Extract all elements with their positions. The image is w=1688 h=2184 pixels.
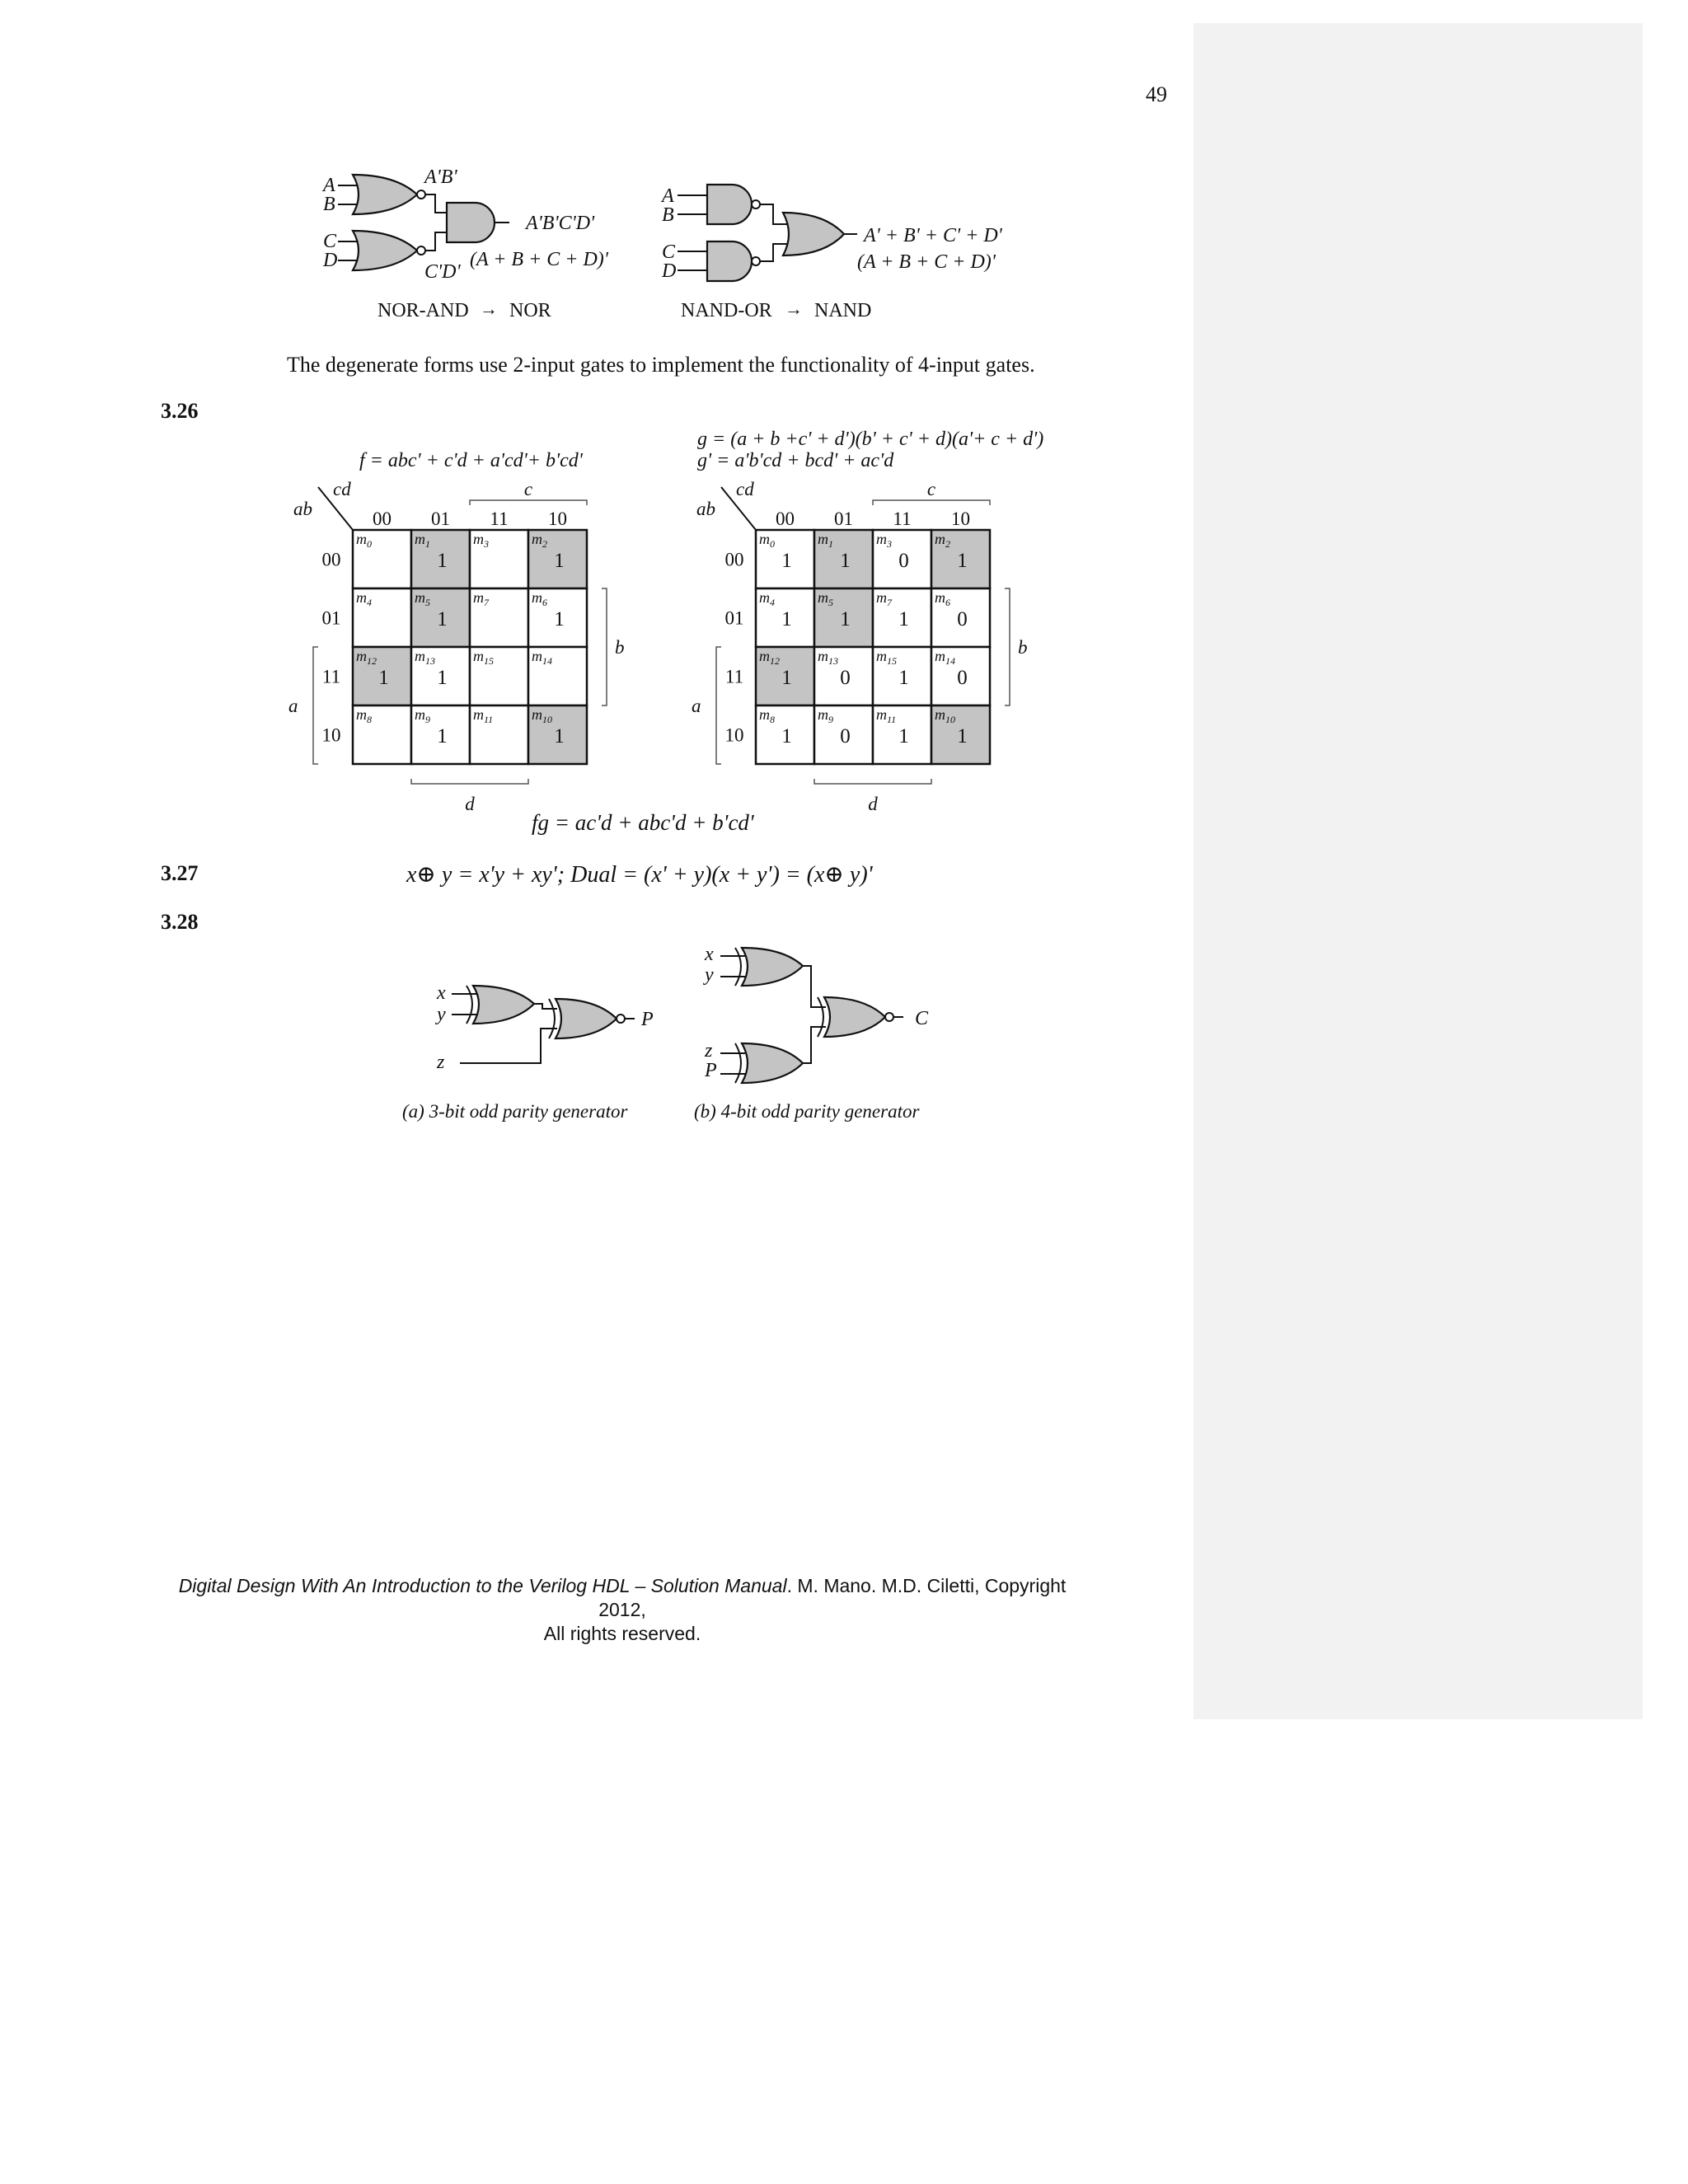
kmap-g-minterm-label: $m_0$ — [759, 531, 775, 550]
kmap-f-cell-value: 1 — [378, 667, 389, 689]
kmap-g-minterm-label: $m_{10}$ — [935, 706, 955, 725]
f-expression: f = abc' + c'd + a'cd'+ b'cd' — [359, 450, 583, 471]
kmap-g-minterm-label: $m_8$ — [759, 706, 775, 725]
kmap-f-minterm-label: $m_{11}$ — [473, 706, 494, 725]
kmap-f-minterm-label: $m_{12}$ — [356, 648, 377, 667]
kmap-g-b-label: b — [1018, 637, 1028, 658]
kmap-f — [288, 479, 625, 814]
kmap-g-cell-value: 1 — [957, 725, 968, 748]
and-gate — [447, 203, 495, 242]
kmap-g-a-bracket — [716, 647, 721, 764]
or-gate — [783, 213, 844, 255]
kmap-f-cell-value: 1 — [437, 667, 448, 689]
kmap-g-c-bracket — [873, 500, 990, 505]
gate2-output-label: C'D' — [424, 261, 461, 283]
caption-4bit: (b) 4-bit odd parity generator — [694, 1101, 920, 1122]
kmap-g-minterm-label: $m_1$ — [818, 531, 833, 550]
kmap-g-minterm-label: $m_{11}$ — [876, 706, 897, 725]
input-label-d: D — [662, 260, 677, 282]
kmap-g-minterm-label: $m_6$ — [935, 589, 950, 608]
kmap-f-minterm-label: $m_2$ — [532, 531, 547, 550]
kmap-g-cell-value: 1 — [781, 667, 792, 689]
nor-and-circuit — [321, 166, 609, 321]
kmap-f-minterm-label: $m_3$ — [473, 531, 489, 550]
input-label-b: B — [323, 194, 335, 215]
kmap-g-cell-value: 0 — [898, 550, 909, 572]
kmap-g-col-code: 10 — [951, 509, 970, 529]
nor-caption: NOR — [509, 300, 551, 321]
kmap-g-cell-value: 0 — [957, 608, 968, 630]
kmap-g-minterm-label: $m_5$ — [818, 589, 833, 608]
arrow-icon: → — [785, 298, 803, 319]
footer-authors: . M. Mano. M.D. Ciletti, Copyright 2012, — [598, 1575, 1067, 1620]
and-output-label: A'B'C'D' — [526, 213, 595, 234]
kmap-g-d-bracket — [814, 779, 931, 784]
input-label-x: x — [705, 944, 714, 965]
kmap-f-minterm-label: $m_6$ — [532, 589, 547, 608]
kmap-f-minterm-label: $m_7$ — [473, 589, 489, 608]
kmap-f-a-label: a — [288, 696, 298, 716]
kmap-f-minterm-label: $m_0$ — [356, 531, 372, 550]
kmap-g-cell-value: 1 — [898, 725, 909, 748]
kmap-f-minterm-label: $m_{10}$ — [532, 706, 552, 725]
kmap-f-a-bracket — [313, 647, 318, 764]
kmap-g-cell-value: 0 — [840, 667, 851, 689]
kmap-f-minterm-label: $m_{14}$ — [532, 648, 552, 667]
kmap-g-minterm-label: $m_2$ — [935, 531, 950, 550]
nand-equivalent-label: (A + B + C + D)' — [857, 251, 996, 273]
kmap-f-minterm-label: $m_5$ — [415, 589, 430, 608]
kmap-g-cell-value: 1 — [781, 608, 792, 630]
input-label-d: D — [323, 250, 338, 271]
kmap-f-c-bracket — [470, 500, 587, 505]
kmap-g-col-code: 11 — [893, 509, 912, 529]
parity-generator-3bit — [402, 982, 654, 1122]
xnor-gate-out — [824, 997, 885, 1037]
kmap-g-cell-value: 1 — [840, 550, 851, 572]
kmap-f-minterm-label: $m_{13}$ — [415, 648, 435, 667]
kmap-f-cell-value: 1 — [437, 725, 448, 748]
kmap-f-cell-value: 1 — [554, 608, 565, 630]
page-number: 49 — [1146, 82, 1167, 106]
kmap-f-b-bracket — [602, 588, 607, 705]
kmap-f-row-code: 10 — [321, 724, 341, 746]
kmap-g-row-code: 01 — [724, 607, 744, 629]
kmap-g-minterm-label: $m_{13}$ — [818, 648, 838, 667]
kmap-f-row-code: 11 — [321, 666, 341, 687]
kmap-g — [692, 479, 1028, 814]
parity-generator-4bit — [694, 944, 929, 1122]
gate1-output-label: A'B' — [424, 166, 457, 188]
footer-rights: All rights reserved. — [543, 1623, 701, 1644]
kmap-g-cell-value: 1 — [898, 608, 909, 630]
kmap-f-row-code: 01 — [321, 607, 341, 629]
input-label-p: P — [705, 1060, 717, 1081]
kmap-f-cell-value: 1 — [554, 725, 565, 748]
kmap-f-c-label: c — [523, 479, 533, 499]
kmap-g-row-code: 00 — [724, 549, 744, 570]
arrow-icon: → — [480, 298, 498, 319]
kmap-g-minterm-label: $m_7$ — [876, 589, 892, 608]
kmap-g-minterm-label: $m_{12}$ — [759, 648, 780, 667]
kmap-g-row-code: 10 — [724, 724, 744, 746]
kmap-f-col-var-label: cd — [333, 479, 351, 499]
kmap-g-col-var-label: cd — [736, 479, 754, 499]
xor-dual-equation: x⊕ y = x'y + xy'; Dual = (x' + y)(x + y') = (x⊕ y)' — [406, 862, 873, 888]
kmap-g-cell-value: 0 — [840, 725, 851, 748]
nor-and-caption: NOR-AND — [377, 300, 469, 321]
caption-3bit: (a) 3-bit odd parity generator — [402, 1101, 628, 1122]
kmap-g-row-code: 11 — [724, 666, 744, 687]
input-label-b: B — [662, 204, 674, 226]
kmap-f-col-code: 10 — [548, 509, 567, 529]
kmap-g-c-label: c — [926, 479, 936, 499]
input-label-c: C — [662, 241, 676, 263]
input-label-z: z — [705, 1040, 713, 1062]
kmap-g-cell-value: 1 — [898, 667, 909, 689]
kmap-f-row-code: 00 — [321, 549, 341, 570]
or-output-label: A' + B' + C' + D' — [864, 225, 1002, 246]
nand-or-caption: NAND-OR — [681, 300, 772, 321]
kmap-g-a-label: a — [692, 696, 701, 716]
xnor-gate-2 — [556, 999, 617, 1038]
input-label-a: A — [323, 175, 335, 196]
xor-gate-1 — [473, 986, 534, 1024]
nand-gate-1 — [707, 185, 752, 224]
kmap-g-cell-value: 1 — [957, 550, 968, 572]
kmap-f-minterm-label: $m_9$ — [415, 706, 430, 725]
input-label-x: x — [437, 982, 446, 1004]
kmap-f-minterm-label: $m_4$ — [356, 589, 372, 608]
kmap-g-cell-value: 1 — [781, 725, 792, 748]
kmap-g-b-bracket — [1005, 588, 1010, 705]
input-label-y: y — [705, 964, 714, 986]
kmap-g-cell-value: 1 — [781, 550, 792, 572]
kmap-f-col-code: 01 — [431, 509, 450, 529]
xor-gate-bottom — [742, 1043, 803, 1083]
section-number-326: 3.26 — [161, 399, 199, 423]
section-number-328: 3.28 — [161, 910, 199, 934]
kmap-g-minterm-label: $m_{14}$ — [935, 648, 955, 667]
kmap-g-col-code: 01 — [834, 509, 853, 529]
kmap-g-minterm-label: $m_{15}$ — [876, 648, 897, 667]
input-label-y: y — [437, 1004, 446, 1025]
kmap-f-cell-value: 1 — [437, 608, 448, 630]
fg-result-expression: fg = ac'd + abc'd + b'cd' — [532, 810, 754, 835]
kmap-g-cell-value: 0 — [957, 667, 968, 689]
output-label-p: P — [641, 1009, 654, 1030]
kmap-f-col-code: 00 — [373, 509, 392, 529]
input-label-c: C — [323, 231, 337, 252]
kmap-f-minterm-label: $m_{15}$ — [473, 648, 494, 667]
kmap-f-b-label: b — [615, 637, 625, 658]
nor-gate-1 — [353, 175, 417, 214]
xor-gate-top — [742, 948, 803, 986]
kmap-g-d-label: d — [868, 794, 878, 814]
kmap-g-minterm-label: $m_4$ — [759, 589, 775, 608]
g-expression: g = (a + b +c' + d')(b' + c' + d)(a'+ c + d') — [697, 429, 1044, 450]
kmap-f-col-code: 11 — [490, 509, 509, 529]
nand-caption: NAND — [814, 300, 872, 321]
input-label-a: A — [662, 185, 674, 207]
kmap-g-row-var-label: ab — [696, 499, 715, 519]
kmap-f-d-bracket — [411, 779, 528, 784]
g-prime-expression: g' = a'b'cd + bcd' + ac'd — [697, 450, 894, 471]
kmap-f-d-label: d — [465, 794, 475, 814]
kmap-g-minterm-label: $m_3$ — [876, 531, 892, 550]
input-label-z: z — [437, 1052, 445, 1073]
kmap-f-cell-value: 1 — [437, 550, 448, 572]
nand-gate-2 — [707, 241, 752, 281]
section-number-327: 3.27 — [161, 861, 199, 885]
kmap-g-cell-value: 1 — [840, 608, 851, 630]
kmap-f-minterm-label: $m_8$ — [356, 706, 372, 725]
kmap-f-minterm-label: $m_1$ — [415, 531, 430, 550]
kmap-g-col-code: 00 — [776, 509, 795, 529]
footer-citation: Digital Design With An Introduction to the Verilog HDL – Solution Manual — [178, 1575, 787, 1596]
degenerate-forms-note: The degenerate forms use 2-input gates to implement the functionality of 4-input gates. — [287, 353, 1035, 377]
kmap-f-row-var-label: ab — [293, 499, 312, 519]
kmap-f-cell-value: 1 — [554, 550, 565, 572]
nand-or-circuit — [660, 185, 1003, 321]
nor-equivalent-label: (A + B + C + D)' — [470, 249, 608, 270]
kmap-g-minterm-label: $m_9$ — [818, 706, 833, 725]
nor-gate-2 — [353, 231, 417, 270]
output-label-c: C — [915, 1008, 929, 1029]
